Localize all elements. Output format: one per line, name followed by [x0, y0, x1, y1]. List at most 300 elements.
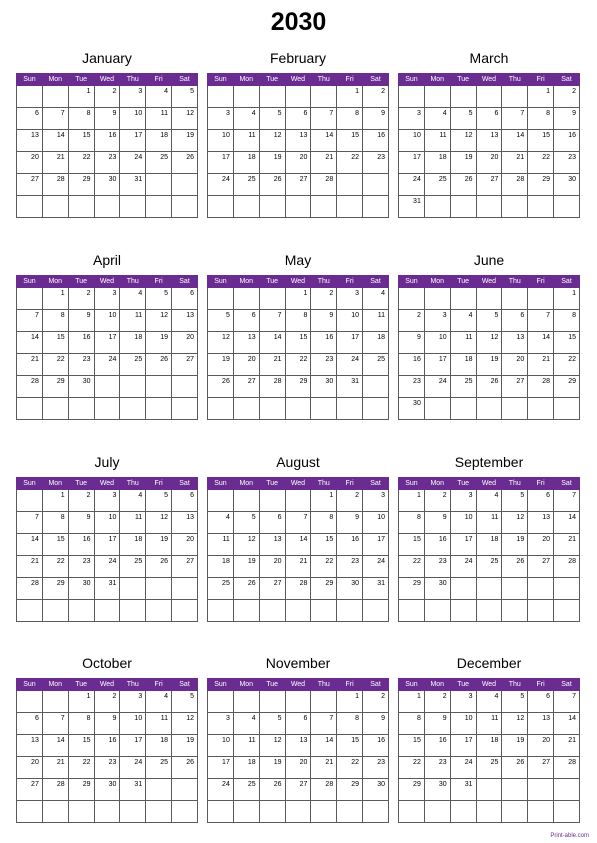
day-cell — [528, 691, 554, 713]
day-number: 25 — [377, 356, 385, 363]
week-row — [399, 735, 580, 757]
day-cell — [311, 713, 337, 735]
day-number: 28 — [31, 580, 39, 587]
day-cell — [285, 779, 311, 801]
day-cell — [424, 735, 450, 757]
day-number: 4 — [494, 492, 499, 499]
day-number: 22 — [413, 759, 421, 766]
weekday-header: Sun — [17, 478, 43, 490]
week-row — [399, 713, 580, 735]
day-cell — [399, 512, 425, 534]
day-cell — [120, 534, 146, 556]
day-number: 18 — [464, 356, 473, 363]
week-row — [17, 691, 198, 713]
day-cell — [120, 600, 146, 622]
weekday-header: Sun — [399, 478, 425, 490]
month-grid — [398, 477, 580, 622]
day-number: 15 — [82, 132, 91, 139]
day-number: 4 — [494, 693, 499, 700]
day-cell — [502, 512, 528, 534]
weekday-header: Sun — [208, 276, 234, 288]
day-cell — [68, 310, 94, 332]
day-number: 14 — [299, 536, 308, 543]
day-number: 3 — [355, 290, 360, 297]
weekday-header: Sat — [363, 276, 389, 288]
day-cell — [399, 288, 425, 310]
day-cell — [476, 174, 502, 196]
day-cell — [259, 534, 285, 556]
day-number: 9 — [442, 514, 447, 521]
day-cell — [528, 332, 554, 354]
day-number: 5 — [190, 88, 194, 95]
day-number: 30 — [82, 378, 91, 385]
day-cell — [208, 174, 234, 196]
day-cell — [120, 556, 146, 578]
day-cell — [476, 152, 502, 174]
day-number: 22 — [82, 759, 91, 766]
day-number: 14 — [542, 334, 551, 341]
day-cell — [17, 556, 43, 578]
day-cell — [146, 691, 172, 713]
footer-logo: Print-able.com — [550, 833, 589, 839]
week-row — [17, 108, 198, 130]
month-name: January — [82, 50, 132, 66]
day-number: 27 — [542, 759, 551, 766]
day-number: 4 — [138, 492, 143, 499]
day-cell — [424, 600, 450, 622]
day-number: 12 — [160, 312, 169, 319]
day-cell — [17, 713, 43, 735]
day-cell — [208, 801, 234, 823]
week-row — [208, 376, 389, 398]
day-cell — [363, 713, 389, 735]
weekday-header: Mon — [233, 276, 259, 288]
month-grid — [207, 275, 389, 420]
day-number: 25 — [490, 558, 499, 565]
day-cell — [337, 288, 363, 310]
weekday-header: Sat — [554, 478, 580, 490]
day-cell — [208, 490, 234, 512]
day-cell — [68, 512, 94, 534]
day-number: 20 — [186, 334, 194, 341]
day-number: 11 — [377, 312, 385, 319]
day-number: 10 — [222, 132, 230, 139]
day-cell — [450, 691, 476, 713]
day-cell — [94, 288, 120, 310]
week-row — [17, 801, 198, 823]
day-number: 5 — [277, 110, 282, 117]
day-cell — [363, 86, 389, 108]
day-number: 1 — [329, 492, 334, 499]
day-number: 25 — [134, 558, 143, 565]
day-cell — [259, 288, 285, 310]
day-number: 2 — [381, 88, 385, 95]
day-cell — [399, 779, 425, 801]
day-number: 11 — [160, 715, 169, 722]
day-cell — [146, 398, 172, 420]
day-cell — [94, 512, 120, 534]
day-cell — [68, 108, 94, 130]
day-number: 12 — [247, 536, 256, 543]
day-number: 22 — [56, 558, 65, 565]
day-cell — [399, 108, 425, 130]
day-cell — [146, 354, 172, 376]
day-cell — [233, 512, 259, 534]
weekday-header: Wed — [285, 276, 311, 288]
day-number: 18 — [160, 737, 169, 744]
day-number: 1 — [416, 693, 421, 700]
month-grid — [207, 73, 389, 218]
month-grid — [16, 73, 198, 218]
week-row — [208, 310, 389, 332]
day-cell — [502, 578, 528, 600]
day-cell — [172, 801, 198, 823]
day-cell — [337, 713, 363, 735]
day-number: 14 — [31, 536, 39, 543]
week-row — [208, 196, 389, 218]
day-number: 12 — [222, 334, 230, 341]
day-cell — [259, 691, 285, 713]
day-cell — [554, 152, 580, 174]
day-number: 12 — [464, 132, 473, 139]
weekday-header: Mon — [424, 276, 450, 288]
weekday-header: Wed — [285, 74, 311, 86]
day-cell — [311, 130, 337, 152]
weekday-header: Fri — [146, 276, 172, 288]
day-number: 23 — [413, 378, 421, 385]
day-cell — [120, 490, 146, 512]
day-number: 25 — [222, 580, 230, 587]
weekday-header: Sat — [363, 679, 389, 691]
day-cell — [146, 196, 172, 218]
day-cell — [502, 600, 528, 622]
day-cell — [337, 332, 363, 354]
day-number: 21 — [273, 356, 282, 363]
day-cell — [42, 174, 68, 196]
day-cell — [399, 196, 425, 218]
day-cell — [311, 86, 337, 108]
day-number: 9 — [112, 110, 117, 117]
month-march — [398, 50, 580, 230]
day-cell — [285, 801, 311, 823]
day-cell — [528, 398, 554, 420]
weekday-header: Mon — [424, 74, 450, 86]
day-cell — [172, 512, 198, 534]
week-row — [208, 735, 389, 757]
day-cell — [146, 534, 172, 556]
day-cell — [42, 512, 68, 534]
day-number: 8 — [416, 514, 421, 521]
day-number: 17 — [464, 536, 473, 543]
day-cell — [311, 691, 337, 713]
month-name: April — [92, 252, 121, 268]
day-cell — [120, 757, 146, 779]
day-cell — [172, 534, 198, 556]
day-number: 26 — [273, 781, 282, 788]
day-number: 7 — [60, 715, 65, 722]
weekday-header: Fri — [337, 478, 363, 490]
weekday-header: Wed — [476, 478, 502, 490]
day-cell — [450, 152, 476, 174]
day-cell — [120, 174, 146, 196]
day-cell — [476, 735, 502, 757]
day-cell — [424, 490, 450, 512]
day-number: 13 — [542, 715, 551, 722]
day-cell — [120, 691, 146, 713]
day-number: 16 — [377, 737, 385, 744]
day-number: 8 — [355, 110, 360, 117]
day-number: 14 — [56, 737, 65, 744]
day-number: 6 — [546, 492, 551, 499]
day-cell — [233, 398, 259, 420]
day-cell — [94, 757, 120, 779]
weekday-header: Sat — [554, 276, 580, 288]
day-cell — [363, 757, 389, 779]
day-cell — [172, 735, 198, 757]
weekday-header: Fri — [528, 74, 554, 86]
day-number: 9 — [442, 715, 447, 722]
day-cell — [311, 174, 337, 196]
day-cell — [172, 86, 198, 108]
day-cell — [208, 757, 234, 779]
day-cell — [337, 512, 363, 534]
day-number: 24 — [222, 781, 230, 788]
day-cell — [450, 174, 476, 196]
day-cell — [528, 130, 554, 152]
day-cell — [68, 490, 94, 512]
day-cell — [502, 534, 528, 556]
day-cell — [94, 534, 120, 556]
weekday-header: Wed — [94, 679, 120, 691]
week-row — [208, 512, 389, 534]
day-number: 6 — [303, 715, 308, 722]
day-cell — [94, 310, 120, 332]
day-cell — [94, 691, 120, 713]
day-number: 26 — [273, 176, 282, 183]
day-cell — [259, 152, 285, 174]
day-number: 23 — [108, 154, 117, 161]
day-number: 24 — [464, 558, 473, 565]
day-number: 16 — [351, 536, 360, 543]
day-cell — [146, 332, 172, 354]
day-cell — [363, 310, 389, 332]
day-number: 27 — [186, 356, 194, 363]
weekday-header: Thu — [502, 478, 528, 490]
day-number: 3 — [416, 110, 421, 117]
day-number: 20 — [31, 759, 39, 766]
day-cell — [285, 310, 311, 332]
day-cell — [259, 196, 285, 218]
day-number: 3 — [138, 88, 143, 95]
week-row — [17, 86, 198, 108]
day-cell — [363, 600, 389, 622]
day-cell — [554, 691, 580, 713]
day-cell — [68, 398, 94, 420]
day-number: 9 — [86, 312, 91, 319]
day-number: 21 — [516, 154, 525, 161]
day-cell — [399, 801, 425, 823]
weekday-header: Thu — [311, 679, 337, 691]
day-number: 20 — [542, 536, 551, 543]
day-cell — [68, 152, 94, 174]
day-cell — [424, 534, 450, 556]
weekday-header: Mon — [233, 679, 259, 691]
day-number: 15 — [82, 737, 91, 744]
day-number: 19 — [273, 759, 282, 766]
day-cell — [424, 578, 450, 600]
day-number: 31 — [464, 781, 473, 788]
day-cell — [285, 578, 311, 600]
week-row — [17, 174, 198, 196]
day-number: 12 — [273, 737, 282, 744]
week-row — [399, 288, 580, 310]
day-number: 18 — [377, 334, 385, 341]
weekday-header-row — [399, 679, 580, 691]
day-cell — [337, 534, 363, 556]
day-number: 16 — [325, 334, 334, 341]
day-cell — [554, 86, 580, 108]
day-number: 29 — [56, 580, 65, 587]
day-number: 14 — [273, 334, 282, 341]
day-number: 12 — [490, 334, 499, 341]
day-number: 7 — [60, 110, 65, 117]
week-row — [399, 196, 580, 218]
weekday-header: Tue — [68, 679, 94, 691]
weekday-header: Sat — [172, 679, 198, 691]
day-number: 12 — [273, 132, 282, 139]
day-number: 25 — [134, 356, 143, 363]
day-number: 23 — [438, 558, 447, 565]
day-cell — [285, 534, 311, 556]
weekday-header-row — [399, 478, 580, 490]
day-cell — [502, 108, 528, 130]
day-cell — [476, 578, 502, 600]
day-number: 7 — [34, 514, 39, 521]
day-cell — [502, 152, 528, 174]
weekday-header: Tue — [450, 276, 476, 288]
day-cell — [528, 600, 554, 622]
day-number: 10 — [351, 312, 360, 319]
day-number: 24 — [134, 759, 143, 766]
day-cell — [554, 512, 580, 534]
week-row — [399, 512, 580, 534]
day-cell — [424, 801, 450, 823]
day-number: 25 — [160, 759, 169, 766]
day-cell — [311, 332, 337, 354]
weekday-header: Fri — [146, 679, 172, 691]
day-number: 13 — [247, 334, 256, 341]
day-number: 21 — [568, 536, 576, 543]
day-cell — [399, 757, 425, 779]
day-cell — [172, 310, 198, 332]
day-cell — [68, 600, 94, 622]
day-cell — [259, 174, 285, 196]
weekday-header: Wed — [285, 478, 311, 490]
day-number: 28 — [542, 378, 551, 385]
day-cell — [233, 130, 259, 152]
week-row — [17, 735, 198, 757]
week-row — [208, 130, 389, 152]
week-row — [17, 398, 198, 420]
day-cell — [450, 801, 476, 823]
day-number: 9 — [572, 110, 576, 117]
day-number: 3 — [381, 492, 385, 499]
week-row — [399, 556, 580, 578]
day-cell — [311, 354, 337, 376]
day-cell — [450, 398, 476, 420]
day-number: 22 — [413, 558, 421, 565]
day-number: 14 — [325, 737, 334, 744]
day-number: 28 — [568, 759, 576, 766]
day-number: 5 — [251, 514, 256, 521]
day-cell — [146, 757, 172, 779]
day-number: 17 — [222, 759, 230, 766]
day-number: 2 — [416, 312, 421, 319]
month-name: February — [269, 50, 327, 66]
day-number: 30 — [438, 580, 447, 587]
day-number: 1 — [546, 88, 551, 95]
day-cell — [528, 512, 554, 534]
day-cell — [233, 196, 259, 218]
day-cell — [68, 332, 94, 354]
weekday-header: Fri — [528, 679, 554, 691]
day-number: 8 — [572, 312, 576, 319]
month-name: March — [469, 50, 509, 66]
day-cell — [450, 757, 476, 779]
day-number: 7 — [546, 312, 551, 319]
day-cell — [120, 779, 146, 801]
day-cell — [146, 713, 172, 735]
month-name: September — [454, 454, 524, 470]
day-cell — [259, 556, 285, 578]
month-name: June — [473, 252, 505, 268]
day-cell — [450, 86, 476, 108]
day-cell — [502, 332, 528, 354]
day-number: 24 — [222, 176, 230, 183]
day-number: 22 — [325, 558, 334, 565]
day-cell — [68, 174, 94, 196]
week-row — [399, 490, 580, 512]
day-cell — [399, 152, 425, 174]
day-number: 18 — [160, 132, 169, 139]
weekday-header-row — [17, 74, 198, 86]
day-number: 20 — [273, 558, 282, 565]
day-cell — [146, 310, 172, 332]
day-cell — [337, 196, 363, 218]
day-number: 27 — [273, 580, 282, 587]
month-name: August — [276, 454, 320, 470]
day-cell — [259, 512, 285, 534]
week-row — [208, 691, 389, 713]
day-number: 26 — [490, 378, 499, 385]
day-cell — [94, 332, 120, 354]
day-number: 7 — [329, 110, 334, 117]
week-row — [17, 600, 198, 622]
week-row — [17, 578, 198, 600]
day-cell — [528, 735, 554, 757]
day-number: 14 — [568, 514, 576, 521]
day-cell — [42, 288, 68, 310]
day-cell — [399, 578, 425, 600]
day-cell — [528, 86, 554, 108]
day-cell — [120, 332, 146, 354]
day-number: 15 — [413, 536, 421, 543]
week-row — [17, 512, 198, 534]
day-cell — [208, 691, 234, 713]
day-cell — [233, 600, 259, 622]
weekday-header: Tue — [68, 74, 94, 86]
weekday-header-row — [208, 74, 389, 86]
